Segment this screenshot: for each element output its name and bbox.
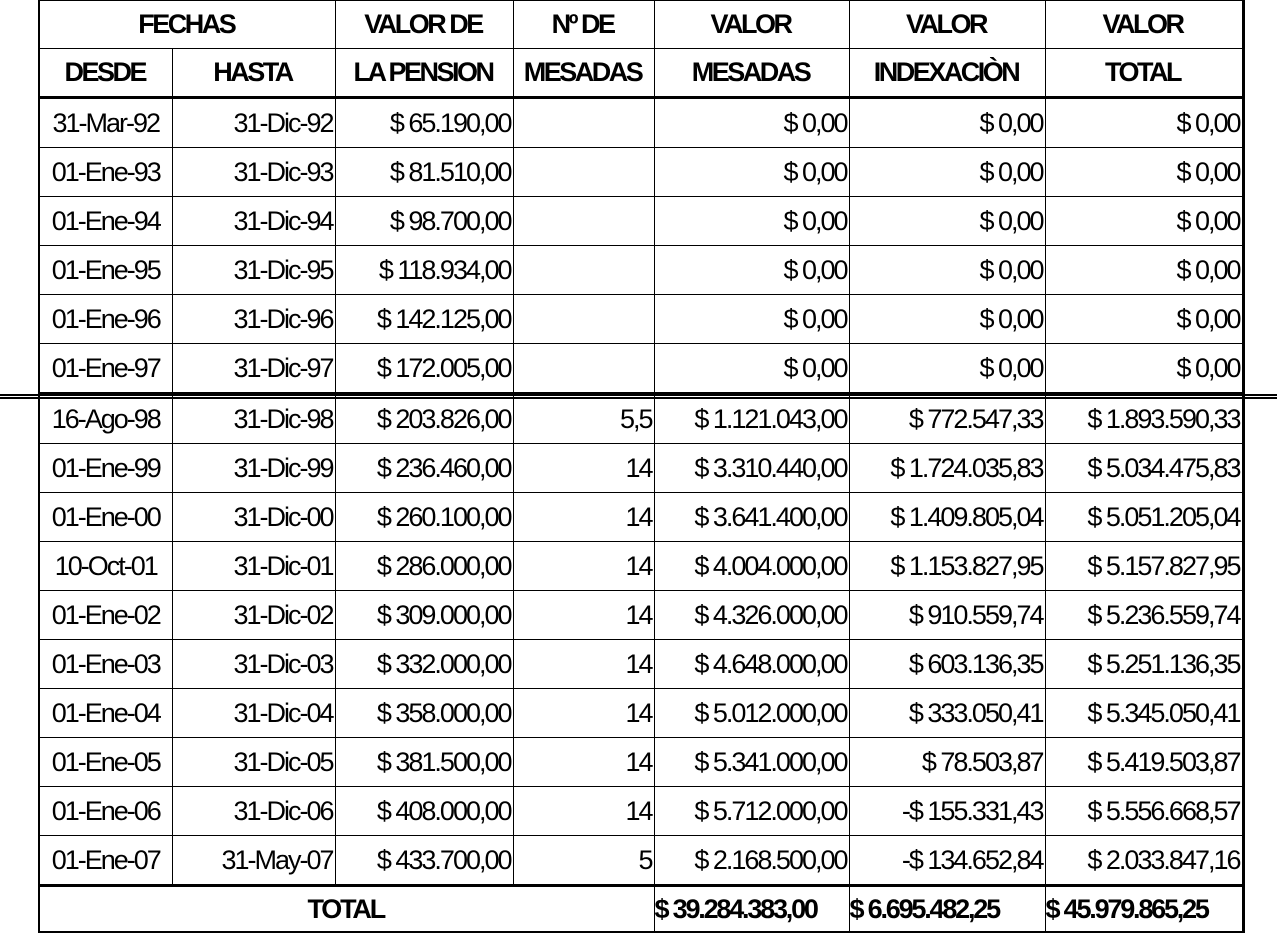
table-row — [39, 295, 1243, 344]
table-row — [39, 738, 1243, 787]
cell-valor-pension: $ 358.000,00 — [335, 689, 513, 738]
cell-valor-indexacion: $ 0,00 — [849, 246, 1045, 295]
header-fechas: FECHAS — [39, 1, 335, 49]
total-indexacion: $ 6.695.482,25 — [849, 886, 1045, 933]
cell-valor-pension: $ 408.000,00 — [335, 787, 513, 836]
cell-hasta: 31-Dic-03 — [172, 640, 335, 689]
table-row — [39, 394, 1243, 444]
cell-valor-mesadas: $ 4.004.000,00 — [654, 542, 849, 591]
cell-valor-pension: $ 172.005,00 — [335, 344, 513, 394]
header-valor-total-top: VALOR — [1045, 1, 1243, 49]
cell-desde: 01-Ene-96 — [39, 295, 172, 344]
table-row — [39, 640, 1243, 689]
table-row — [39, 246, 1243, 295]
cell-desde: 01-Ene-06 — [39, 787, 172, 836]
cell-valor-mesadas: $ 0,00 — [654, 344, 849, 394]
cell-hasta: 31-May-07 — [172, 836, 335, 886]
cell-valor-indexacion: $ 910.559,74 — [849, 591, 1045, 640]
cell-desde: 01-Ene-02 — [39, 591, 172, 640]
total-valor-total: $ 45.979.865,25 — [1045, 886, 1243, 933]
cell-valor-mesadas: $ 4.648.000,00 — [654, 640, 849, 689]
table-row — [39, 689, 1243, 738]
total-label: TOTAL — [39, 886, 654, 933]
cell-valor-pension: $ 142.125,00 — [335, 295, 513, 344]
cell-desde: 01-Ene-04 — [39, 689, 172, 738]
cell-valor-mesadas: $ 4.326.000,00 — [654, 591, 849, 640]
cell-desde: 01-Ene-03 — [39, 640, 172, 689]
cell-valor-indexacion: $ 0,00 — [849, 98, 1045, 148]
cell-hasta: 31-Dic-02 — [172, 591, 335, 640]
cell-hasta: 31-Dic-93 — [172, 148, 335, 197]
table-row — [39, 444, 1243, 493]
cell-hasta: 31-Dic-92 — [172, 98, 335, 148]
cell-valor-total: $ 0,00 — [1045, 246, 1243, 295]
header-valor-mesadas-top: VALOR — [654, 1, 849, 49]
cell-valor-pension: $ 381.500,00 — [335, 738, 513, 787]
cell-valor-indexacion: $ 333.050,41 — [849, 689, 1045, 738]
cell-desde: 16-Ago-98 — [39, 394, 172, 444]
cell-hasta: 31-Dic-00 — [172, 493, 335, 542]
cell-hasta: 31-Dic-99 — [172, 444, 335, 493]
cell-valor-indexacion: $ 78.503,87 — [849, 738, 1045, 787]
cell-num-mesadas — [513, 295, 654, 344]
cell-num-mesadas: 14 — [513, 787, 654, 836]
cell-valor-mesadas: $ 3.641.400,00 — [654, 493, 849, 542]
cell-valor-total: $ 5.236.559,74 — [1045, 591, 1243, 640]
cell-valor-pension: $ 433.700,00 — [335, 836, 513, 886]
cell-valor-indexacion: $ 0,00 — [849, 344, 1045, 394]
table-row — [39, 836, 1243, 886]
cell-valor-mesadas: $ 0,00 — [654, 98, 849, 148]
cell-valor-mesadas: $ 3.310.440,00 — [654, 444, 849, 493]
cell-valor-pension: $ 260.100,00 — [335, 493, 513, 542]
cell-hasta: 31-Dic-04 — [172, 689, 335, 738]
cell-valor-total: $ 1.893.590,33 — [1045, 394, 1243, 444]
cell-desde: 01-Ene-97 — [39, 344, 172, 394]
cell-valor-indexacion: $ 0,00 — [849, 148, 1045, 197]
cell-desde: 10-Oct-01 — [39, 542, 172, 591]
cell-valor-pension: $ 332.000,00 — [335, 640, 513, 689]
cell-valor-indexacion: $ 772.547,33 — [849, 394, 1045, 444]
cell-num-mesadas: 14 — [513, 493, 654, 542]
pension-liquidation-table — [38, 0, 1245, 933]
cell-valor-pension: $ 81.510,00 — [335, 148, 513, 197]
cell-valor-total: $ 5.034.475,83 — [1045, 444, 1243, 493]
cell-num-mesadas — [513, 344, 654, 394]
cell-valor-pension: $ 203.826,00 — [335, 394, 513, 444]
header-n-de: Nº DE — [513, 1, 654, 49]
cell-num-mesadas: 5 — [513, 836, 654, 886]
cell-valor-indexacion: -$ 134.652,84 — [849, 836, 1045, 886]
cell-valor-total: $ 0,00 — [1045, 98, 1243, 148]
cell-hasta: 31-Dic-94 — [172, 197, 335, 246]
cell-hasta: 31-Dic-97 — [172, 344, 335, 394]
table-row — [39, 493, 1243, 542]
header-desde: DESDE — [39, 49, 172, 98]
table-row — [39, 98, 1243, 148]
table-row — [39, 542, 1243, 591]
cell-desde: 01-Ene-07 — [39, 836, 172, 886]
total-row — [39, 886, 1243, 933]
cell-valor-mesadas: $ 2.168.500,00 — [654, 836, 849, 886]
cell-valor-total: $ 2.033.847,16 — [1045, 836, 1243, 886]
header-row-2 — [39, 49, 1243, 98]
cell-num-mesadas: 14 — [513, 591, 654, 640]
cell-hasta: 31-Dic-95 — [172, 246, 335, 295]
header-valor-total-bottom: TOTAL — [1045, 49, 1243, 98]
cell-valor-mesadas: $ 1.121.043,00 — [654, 394, 849, 444]
cell-num-mesadas: 14 — [513, 444, 654, 493]
cell-valor-indexacion: $ 1.724.035,83 — [849, 444, 1045, 493]
cell-desde: 01-Ene-93 — [39, 148, 172, 197]
cell-valor-pension: $ 236.460,00 — [335, 444, 513, 493]
header-valor-indexacion-bottom: INDEXACIÒN — [849, 49, 1045, 98]
cell-valor-total: $ 0,00 — [1045, 344, 1243, 394]
table-body — [39, 98, 1243, 886]
cell-valor-mesadas: $ 0,00 — [654, 197, 849, 246]
cell-desde: 01-Ene-05 — [39, 738, 172, 787]
cell-hasta: 31-Dic-05 — [172, 738, 335, 787]
cell-valor-total: $ 0,00 — [1045, 148, 1243, 197]
table-row — [39, 148, 1243, 197]
cell-valor-mesadas: $ 0,00 — [654, 148, 849, 197]
cell-valor-pension: $ 286.000,00 — [335, 542, 513, 591]
table-row — [39, 787, 1243, 836]
cell-valor-indexacion: $ 0,00 — [849, 197, 1045, 246]
cell-valor-total: $ 5.345.050,41 — [1045, 689, 1243, 738]
cell-valor-pension: $ 118.934,00 — [335, 246, 513, 295]
header-valor-indexacion-top: VALOR — [849, 1, 1045, 49]
cell-num-mesadas — [513, 197, 654, 246]
cell-num-mesadas: 14 — [513, 738, 654, 787]
cell-valor-indexacion: -$ 155.331,43 — [849, 787, 1045, 836]
cell-valor-mesadas: $ 5.012.000,00 — [654, 689, 849, 738]
cell-valor-mesadas: $ 5.712.000,00 — [654, 787, 849, 836]
header-hasta: HASTA — [172, 49, 335, 98]
header-la-pension: LA PENSION — [335, 49, 513, 98]
header-valor-de: VALOR DE — [335, 1, 513, 49]
cell-valor-total: $ 5.157.827,95 — [1045, 542, 1243, 591]
cell-hasta: 31-Dic-01 — [172, 542, 335, 591]
cell-num-mesadas: 14 — [513, 689, 654, 738]
cell-valor-pension: $ 65.190,00 — [335, 98, 513, 148]
cell-valor-pension: $ 309.000,00 — [335, 591, 513, 640]
table-row — [39, 591, 1243, 640]
cell-valor-total: $ 0,00 — [1045, 197, 1243, 246]
cell-desde: 01-Ene-99 — [39, 444, 172, 493]
cell-valor-total: $ 5.051.205,04 — [1045, 493, 1243, 542]
cell-valor-mesadas: $ 5.341.000,00 — [654, 738, 849, 787]
cell-hasta: 31-Dic-98 — [172, 394, 335, 444]
cell-num-mesadas — [513, 98, 654, 148]
cell-valor-mesadas: $ 0,00 — [654, 246, 849, 295]
header-valor-mesadas-bottom: MESADAS — [654, 49, 849, 98]
header-mesadas: MESADAS — [513, 49, 654, 98]
cell-desde: 01-Ene-94 — [39, 197, 172, 246]
cell-num-mesadas: 5,5 — [513, 394, 654, 444]
table-row — [39, 344, 1243, 394]
cell-valor-total: $ 0,00 — [1045, 295, 1243, 344]
cell-valor-mesadas: $ 0,00 — [654, 295, 849, 344]
cell-valor-pension: $ 98.700,00 — [335, 197, 513, 246]
cell-hasta: 31-Dic-06 — [172, 787, 335, 836]
cell-num-mesadas — [513, 148, 654, 197]
cell-valor-total: $ 5.419.503,87 — [1045, 738, 1243, 787]
cell-hasta: 31-Dic-96 — [172, 295, 335, 344]
table-row — [39, 197, 1243, 246]
cell-desde: 01-Ene-95 — [39, 246, 172, 295]
cell-num-mesadas — [513, 246, 654, 295]
cell-valor-indexacion: $ 603.136,35 — [849, 640, 1045, 689]
cell-valor-indexacion: $ 1.409.805,04 — [849, 493, 1045, 542]
cell-valor-indexacion: $ 0,00 — [849, 295, 1045, 344]
cell-desde: 31-Mar-92 — [39, 98, 172, 148]
cell-valor-total: $ 5.251.136,35 — [1045, 640, 1243, 689]
cell-valor-total: $ 5.556.668,57 — [1045, 787, 1243, 836]
total-valor-mesadas: $ 39.284.383,00 — [654, 886, 849, 933]
cell-valor-indexacion: $ 1.153.827,95 — [849, 542, 1045, 591]
header-row-1 — [39, 1, 1243, 49]
cell-num-mesadas: 14 — [513, 542, 654, 591]
cell-desde: 01-Ene-00 — [39, 493, 172, 542]
cell-num-mesadas: 14 — [513, 640, 654, 689]
